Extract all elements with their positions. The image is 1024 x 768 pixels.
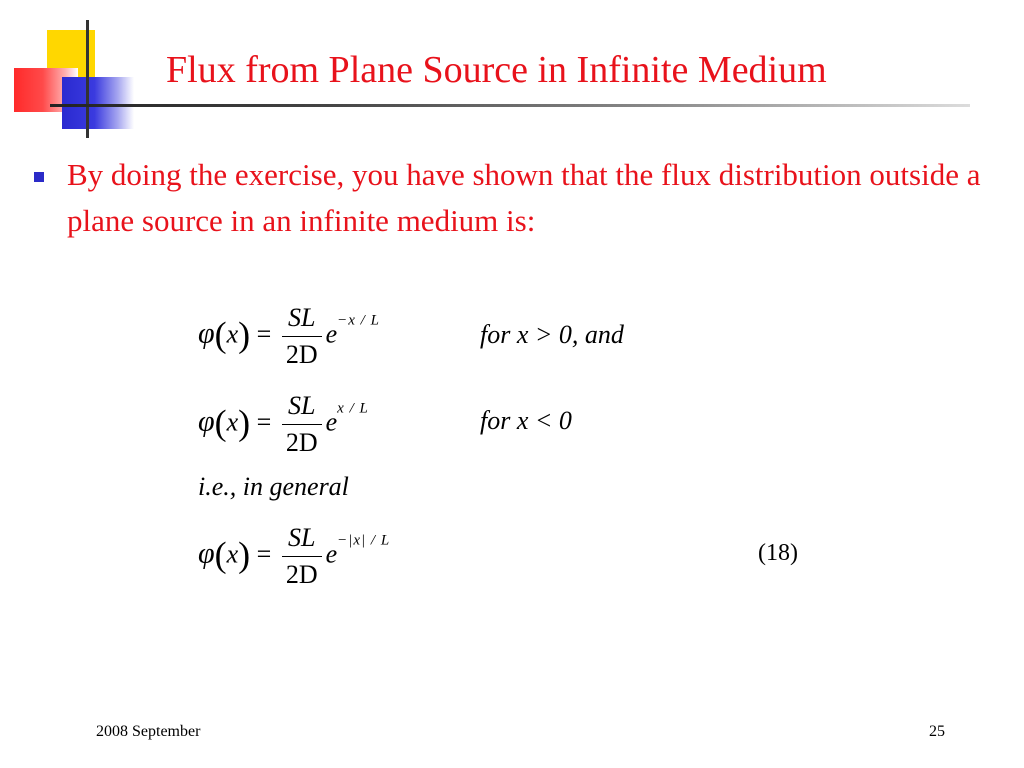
equation-1: φ(x) = $\frac{SL}{2D}$ $e^{-x / L}$ <box>198 300 380 373</box>
equation-2: φ(x) = $\frac{SL}{2D}$ $e^{x / L}$ <box>198 388 369 461</box>
slide-title: Flux from Plane Source in Infinite Medium <box>166 49 827 91</box>
bullet-item <box>30 152 990 244</box>
footer-date: 2008 September <box>96 723 201 740</box>
slide-logo <box>0 0 150 150</box>
bullet-text: By doing the exercise, you have shown that the flux distribution outside a plane source in an infinite medium is: <box>67 157 981 238</box>
fraction: $\frac{SL}{2D}$ <box>282 520 322 593</box>
fraction: $\frac{SL}{2D}$ <box>282 388 322 461</box>
equation-3: φ(x) = $\frac{SL}{2D}$ $e^{-|x| / L}$ <box>198 520 390 593</box>
logo-vertical-line <box>86 20 89 138</box>
title-underline <box>50 104 970 107</box>
logo-blue-square <box>62 77 134 129</box>
general-text: i.e., in general <box>198 472 349 501</box>
equation-1-condition: for x > 0, and <box>480 320 624 349</box>
bullet-square-icon <box>34 172 44 182</box>
page-number: 25 <box>929 723 945 740</box>
equation-2-condition: for x < 0 <box>480 406 572 435</box>
fraction: $\frac{SL}{2D}$ <box>282 300 322 373</box>
equation-number: (18) <box>758 540 798 566</box>
